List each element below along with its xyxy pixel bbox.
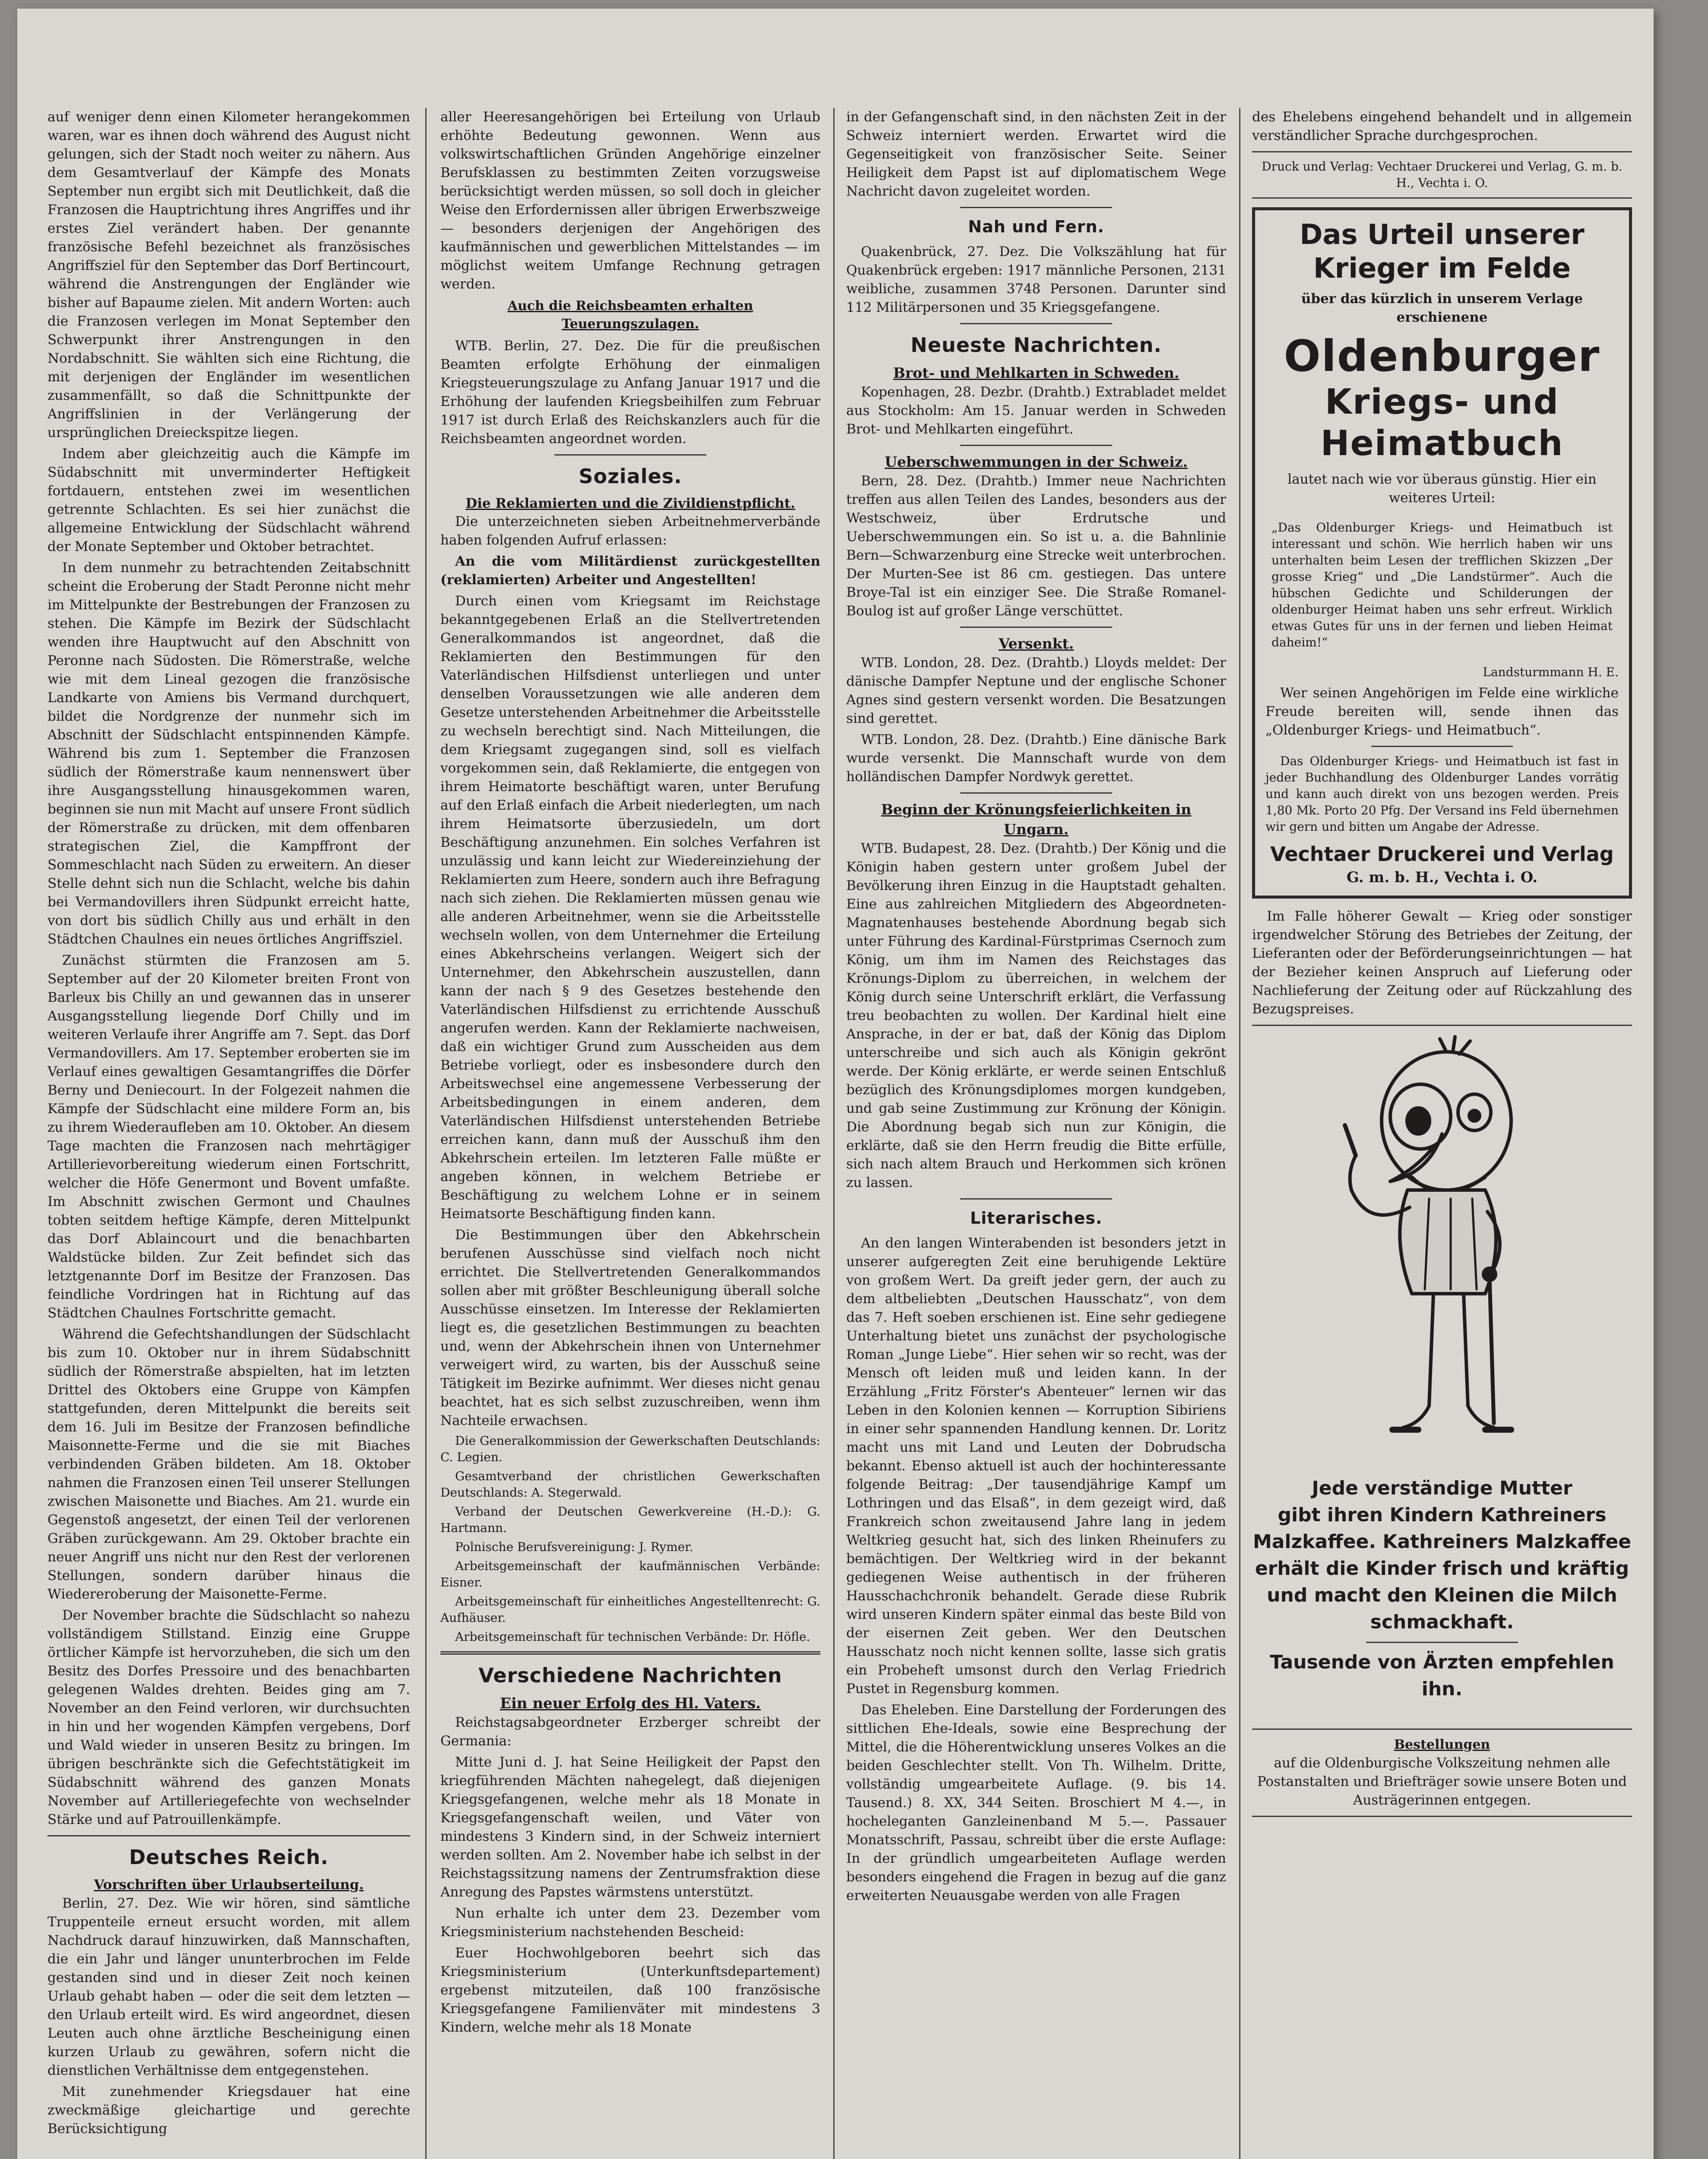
- kathreiner-advertisement: [1252, 1035, 1632, 1703]
- testimonial-quote: „Das Oldenburger Kriegs- und Heimatbuch ist interessant und schön. Wie herrlich haben wir uns unterhalten beim Lesen der trefflichen Skizzen „Der grosse Krieg“ und „Die Landstürmer“. Auch die hübschen Gedichte und Schilderungen der oldenburger Heimat haben uns sehr erfreut. Wirklich etwas Gutes für uns in der fernen und lieben Heimat daheim!“: [1272, 520, 1613, 649]
- section-divider: [1252, 197, 1632, 199]
- article-paragraph: Während die Gefechtshandlungen der Südschlacht bis zum 10. Oktober nur in ihrem Südabschnitt südlich der Römerstraße abspielten, hat im letzten Drittel des Oktobers eine Gruppe von Kämpfen stattgefunden, deren Mittelpunkt die bereits seit dem 16. Juli im Besitze der Franzosen befindliche Maisonnette-Ferme und die sie mit Biaches verbindenden Gräben bildeten. Am 18. Oktober nahmen die Franzosen einen Teil unserer Stellungen zwischen Maisonette und Biaches. Am 21. wurde ein Gegenstoß angesetzt, der einen Teil der verlorenen Gräben zurückgewann. Am 29. Oktober brachte ein neuer Angriff uns nicht nur den Rest der verlorenen Stellungen, sondern darüber hinaus die Wiedereroberung der Maisonette-Ferme.: [47, 1326, 410, 1602]
- section-divider: [960, 207, 1112, 208]
- signatory: Polnische Berufsvereinigung: J. Rymer.: [455, 1540, 693, 1554]
- article-paragraph: Euer Hochwohlgeboren beehrt sich das Kriegsministerium (Unterkunftsdepartement) ergebenst mitzuteilen, daß 100 französische Kriegsgefangene Familienväter mit mindestens 3 Kindern, welche mehr als 18 Monate: [440, 1945, 820, 2035]
- article-paragraph: Bern, 28. Dez. (Drahtb.) Immer neue Nachrichten treffen aus allen Teilen des Landes, besonders aus der Westschweiz, über Erdrutsche und Ueberschwemmungen ein. So ist u. a. die Bahnlinie Bern—Schwarzenburg eine Strecke weit unterbrochen. Der Murten-See ist 86 cm. gestiegen. Das untere Broye-Tal ist ein einziger See. Die Straße Romanel-Boulog ist auf großer Länge verschüttet.: [846, 473, 1226, 619]
- article-paragraph: des Ehelebens eingehend behandelt und in allgemein verständlicher Sprache durchgesprochen.: [1252, 109, 1632, 143]
- article-paragraph: An den langen Winterabenden ist besonders jetzt in unserer aufgeregten Zeit eine beruhigende Lektüre von großem Wert. Da greift jeder gern, der auch zu dem altbeliebten „Deutschen Hausschatz“, von dem das 7. Heft soeben erschienen ist. Eine sehr gediegene Unterhaltung bietet uns zunächst der psychologische Roman „Junge Liebe“. Hier sehen wir so recht, was der Mensch oft leiden muß und leiden kann. In der Erzählung „Fritz Förster's Abenteuer“ lernen wir das Leben in den Kolonien kennen — Korruption Sibiriens in einer sehr spannenden Handlung kennen. Dr. Loritz macht uns mit Land und Leuten der Dobrudscha bekannt. Ebenso aktuell ist auch der hochinteressante folgende Beitrag: „Der tausendjährige Kampf um Lothringen und das Elsaß“, in dem gezeigt wird, daß Frankreich schon zweitausend Jahre lang in jedem Weltkrieg gesucht hat, sich des linken Rheinufers zu bemächtigen. Der Weltkrieg wird in der bekannt gediegenen Weise authentisch in der früheren Hausschachchronik behandelt. Gerade diese Rubrik wird unseren Kindern später einmal das beste Bild von der eisernen Zeit geben. Wer den Deutschen Hausschatz noch nicht kennen sollte, lasse sich gratis ein Probeheft umsonst durch den Verlag Friedrich Pustet in Regensburg kommen.: [846, 1235, 1226, 1697]
- article-paragraph: aller Heeresangehörigen bei Erteilung von Urlaub erhöhte Bedeutung gewonnen. Wenn aus volkswirtschaftlichen Gründen Angehörige einzelner Berufsklassen zu bestimmten Zeiten vorzugsweise berücksichtigt werden müssen, so soll doch in gleicher Weise den Erfordernissen aller übrigen Erwerbszweige — besonders derjenigen der Angehörigen des kaufmännischen und gewerblichen Mittelstandes — im möglichst weitem Umfange Rechnung getragen werden.: [440, 109, 820, 292]
- slogan-tagline: Tausende von Ärzten empfehlen ihn.: [1270, 1651, 1614, 1700]
- article-paragraph: Zunächst stürmten die Franzosen am 5. September auf der 20 Kilometer breiten Front von Barleux bis Chilly an und gewannen das in unserer Ausgangsstellung liegende Dorf Chilly und im weiteren Verlaufe ihrer Angriffe am 7. Sept. das Dorf Vermandovillers. Am 17. September eroberten sie im Verlauf eines gewaltigen Gesamtangriffes die Dörfer Berny und Deniecourt. In der Folgezeit nahmen die Kämpfe der Südschlacht eine mildere Form an, bis zu ihrem Wiederaufleben am 10. Oktober. An diesem Tage machten die Franzosen nach mehrtägiger Artillerievorbereitung wiederum einen Fortschritt, welcher die Höfe Genermont und Bovent umfaßte. Im Abschnitt zwischen Germont und Chaulnes tobten seitdem heftige Kämpfe, deren Mittelpunkt das Dorf Ablaincourt und die benachbarten Waldstücke bilden. Zur Zeit befindet sich das letztgenannte Dorf im Besitze der Franzosen. Das feindliche Vordringen hat in Richtung auf das Städtchen Chaulnes Fortschritte gemacht.: [47, 953, 410, 1321]
- article-paragraph: Die unterzeichneten sieben Arbeitnehmerverbände haben folgenden Aufruf erlassen:: [440, 514, 820, 548]
- column-divider: [1239, 108, 1240, 2159]
- article-paragraph: auf weniger denn einen Kilometer herangekommen waren, war es ihnen doch während des August nicht gelungen, sich der Stadt noch weiter zu nähern. Aus dem Gesamtverlauf der Kämpfe des Monats September nun ergibt sich mit Deutlichkeit, daß die Franzosen die Hauptrichtung ihres Angriffes und ihr erstes Ziel verändert haben. Der genannte französische Befehl bezeichnet als französisches Angriffsziel für den September das Dorf Bertincourt, während die Anstrengungen der Engländer wie bisher auf Bapaume zielen. Mit andern Worten: auch die Franzosen verlegen im Monat September den Schwerpunkt ihrer Anstrengungen in den Nordabschnitt. Sie wählten sich eine Richtung, die mit derjenigen der Engländer im wesentlichen zusammenfällt, so daß die Schnittpunkte der Angriffslinien in der Verlängerung der ursprünglichen Dreieckspitze liegen.: [47, 109, 410, 440]
- article-headline: Brot- und Mehlkarten in Schweden.: [893, 364, 1180, 381]
- subscription-text: auf die Oldenburgische Volkszeitung nehmen alle Postanstalten und Briefträger sowie unsere Boten und Austrägerinnen entgegen.: [1257, 1755, 1627, 1808]
- publisher-address: G. m. b. H., Vechta i. O.: [1346, 869, 1538, 886]
- section-divider: [960, 323, 1112, 324]
- slogan-line: erhält die Kinder frisch und kräftig: [1255, 1558, 1629, 1580]
- article-paragraph: Der November brachte die Südschlacht so nahezu vollständigem Stillstand. Einzig eine Gruppe örtlicher Kämpfe ist hervorzuheben, die sich um den Besitz des Dorfes Pressoire und des benachbarten gelegenen Waldes drehten. Beides ging am 7. November an den Feind verloren, wir durchsuchten in hin und her wogenden Kämpfen vergebens, Dorf und Wald wieder in unseren Besitz zu bringen. Im übrigen beschränkte sich die Gefechtstätigkeit im Südabschnitt während des ganzen Monats November auf Artilleriegefechte von wechselnder Stärke und auf Patrouillenkämpfe.: [47, 1608, 410, 1827]
- signatory: Gesamtverband der christlichen Gewerkschaften Deutschlands: A. Stegerwald.: [440, 1469, 820, 1500]
- slogan-line: und macht den Kleinen die Milch: [1267, 1584, 1617, 1606]
- article-paragraph: Quakenbrück, 27. Dez. Die Volkszählung hat für Quakenbrück ergeben: 1917 männliche Personen, 2131 weibliche, zusammen 3748 Personen. Darunter sind 112 Militärpersonen und 35 Kriegsgefangene.: [846, 244, 1226, 315]
- signatory: Arbeitsgemeinschaft für einheitliches Angestelltenrecht: G. Aufhäuser.: [440, 1594, 820, 1625]
- section-divider: [1252, 1025, 1632, 1026]
- ad-intro: lautet nach wie vor überaus günstig. Hier ein weiteres Urteil:: [1287, 472, 1597, 506]
- book-title-line-1: Oldenburger: [1284, 331, 1600, 381]
- article-paragraph: Nun erhalte ich unter dem 23. Dezember vom Kriegsministerium nachstehenden Bescheid:: [440, 1906, 820, 1940]
- force-majeure-notice: Im Falle höherer Gewalt — Krieg oder sonstiger irgendwelcher Störung des Betriebes der Zeitung, der Lieferanten oder der Beförderungseinrichtungen — hat der Bezieher keinen Anspruch auf Lieferung oder Nachlieferung der Zeitung oder auf Rückzahlung des Bezugspreises.: [1252, 909, 1632, 1017]
- article-paragraph: Kopenhagen, 28. Dezbr. (Drahtb.) Extrabladet meldet aus Stockholm: Am 15. Januar werden in Schweden Brot- und Mehlkarten eingeführt.: [846, 384, 1226, 437]
- article-paragraph: WTB. London, 28. Dez. (Drahtb.) Eine dänische Bark wurde versenkt. Die Mannschaft wurde von dem holländischen Dampfer Nordwyk gerettet.: [846, 732, 1226, 785]
- imprint: Druck und Verlag: Vechtaer Druckerei und Verlag, G. m. b. H., Vechta i. O.: [1262, 159, 1623, 190]
- section-divider: [47, 1835, 410, 1836]
- slogan-line: schmackhaft.: [1370, 1611, 1514, 1633]
- section-heading: Literarisches.: [970, 1209, 1103, 1228]
- newspaper-page: [17, 9, 1654, 2159]
- section-divider: [960, 445, 1112, 446]
- ad-details: Das Oldenburger Kriegs- und Heimatbuch ist fast in jeder Buchhandlung des Oldenburger Landes vorrätig und kann auch direkt von uns bezogen werden. Preis 1,80 Mk. Porto 20 Pfg. Der Versand ins Feld übernehmen wir gern und bitten um Angabe der Adresse.: [1265, 754, 1619, 834]
- article-paragraph: Mitte Juni d. J. hat Seine Heiligkeit der Papst den kriegführenden Mächten nahegelegt, daß diejenigen Kriegsgefangenen, welche mehr als 18 Monate in Kriegsgefangenschaft weilen, und Väter von mindestens 3 Kindern sind, in der Schweiz interniert werden sollten. Am 2. November habe ich selbst in der Reichstagssitzung namens der Zentrumsfraktion diese Anregung des Papstes wärmstens unterstützt.: [440, 1754, 820, 1900]
- section-heading: Deutsches Reich.: [129, 1846, 329, 1869]
- article-headline: Versenkt.: [998, 635, 1074, 652]
- article-headline: Ueberschwemmungen in der Schweiz.: [885, 453, 1188, 470]
- section-heading: Neueste Nachrichten.: [911, 333, 1162, 357]
- section-divider: [1252, 1728, 1632, 1730]
- column-4: [1252, 108, 1632, 2159]
- article-paragraph: Das Eheleben. Eine Darstellung der Forderungen des sittlichen Ehe-Ideals, sowie eine Besprechung der Mittel, die die Höherentwicklung unseres Volkes an die beiden Geschlechter stellt. Von Th. Wilhelm. Dritte, vollständig umgearbeitete Auflage. (9. bis 14. Tausend.) 8. XX, 344 Seiten. Broschiert M 4.—, in hocheleganten Ganzleinenband M 5.—. Passauer Monatsschrift, Passau, schreibt über die erste Auflage: In der gründlich umgearbeiteten Auflage werden besonders eingehend die Fragen in bezug auf die ganz erweiterten Neuausgabe werden von alle Fragen: [846, 1702, 1226, 1903]
- section-divider: [440, 1651, 820, 1655]
- caricature-figure-illustration: [1304, 1035, 1580, 1466]
- section-divider: [1252, 1816, 1632, 1817]
- slogan-line: gibt ihren Kindern Kathreiners: [1278, 1504, 1607, 1526]
- testimonial-signature: Landsturmmann H. E.: [1483, 665, 1619, 679]
- signatory: Arbeitsgemeinschaft der kaufmännischen Verbände: Eisner.: [440, 1559, 820, 1589]
- article-paragraph: Berlin, 27. Dez. Wie wir hören, sind sämtliche Truppenteile erneut ersucht worden, mit allem Nachdruck darauf hinzuwirken, daß Mannschaften, die ein Jahr und länger ununterbrochen im Felde gestanden sind und in dieser Zeit noch keinen Urlaub gehabt haben — oder die seit dem letzten — den Urlaub erteilt wird. Es wird angeordnet, diesen Leuten auch ohne ärztliche Bescheinigung einen kurzen Urlaub zu gewähren, sofern nicht die dienstlichen Verhältnisse dem entgegenstehen.: [47, 1896, 410, 2078]
- column-3: [846, 108, 1226, 2159]
- article-paragraph: An die vom Militärdienst zurückgestellten (reklamierten) Arbeiter und Angestellten!: [440, 554, 820, 588]
- section-divider: [1371, 746, 1512, 747]
- article-headline: Ein neuer Erfolg des Hl. Vaters.: [500, 1695, 761, 1712]
- article-paragraph: Die Bestimmungen über den Abkehrschein berufenen Ausschüsse sind vielfach noch nicht errichtet. Die Stellvertretenden Generalkommandos sollen aber mit größter Beschleunigung überall solche Ausschüsse einsetzen. Im Interesse der Reklamierten liegt es, die gesetzlichen Bestimmungen zu beachten und, wenn der Abkehrschein ihnen von Unternehmer verweigert wird, zu warten, bis der Ausschuß seine Tätigkeit im Bezirke aufnimmt. Wer dieses nicht genau beachtet, hat es sich selbst zuzuschreiben, wenn ihm Nachteile erwachsen.: [440, 1227, 820, 1428]
- article-paragraph: in der Gefangenschaft sind, in den nächsten Zeit in der Schweiz interniert werden. Erwartet wird die Gegenseitigkeit von französischer Seite. Seiner Heiligkeit dem Papst ist auf diplomatischem Wege Nachricht davon zugeleitet worden.: [846, 109, 1226, 199]
- section-heading: Verschiedene Nachrichten: [478, 1664, 782, 1687]
- section-heading: Nah und Fern.: [968, 217, 1104, 236]
- article-headline: Auch die Reichsbeamten erhalten Teuerungszulagen.: [507, 298, 753, 332]
- section-divider: [554, 454, 706, 456]
- signatory: Die Generalkommission der Gewerkschaften Deutschlands: C. Legien.: [440, 1434, 820, 1464]
- section-divider: [1252, 151, 1632, 152]
- section-divider: [1366, 1642, 1518, 1643]
- section-heading: Soziales.: [579, 465, 682, 488]
- column-1: [47, 108, 410, 2159]
- signatory: Arbeitsgemeinschaft für technischen Verbände: Dr. Höfle.: [455, 1630, 810, 1644]
- article-paragraph: In dem nunmehr zu betrachtenden Zeitabschnitt scheint die Eroberung der Stadt Peronne nicht mehr im Mittelpunkte der Bestrebungen der Franzosen zu stehen. Die Kämpfe im Bezirk der Südschlacht wenden ihre Hauptwucht auf den Abschnitt von Peronne nach Südosten. Die Römerstraße, welche wie mit dem Lineal gezogen die französische Landkarte von Amiens bis Vermand durchquert, bildet die Nordgrenze der nunmehr sich im Abschnitt der Südschlacht entspinnenden Kämpfe. Während bis zum 1. September die Franzosen südlich der Römerstraße kaum nennenswert über ihre Ausgangsstellung hinausgekommen waren, beginnen sie nun mit Macht auf unsere Front südlich der Römerstraße zu drücken, mit dem offenbaren strategischen Ziel, die Kampffront der Sommeschlacht nach Süden zu erweitern. An dieser Stelle dehnt sich nun die Schlacht, welche bis dahin bei Vermandovillers ihren Südpunkt erreicht hatte, von dort bis südlich Chilly aus und erhält in den Städtchen Chaulnes ein neues örtliches Angriffsziel.: [47, 560, 410, 947]
- ad-title: Das Urteil unserer Krieger im Felde: [1300, 219, 1585, 285]
- article-paragraph: WTB. Berlin, 27. Dez. Die für die preußischen Beamten erfolgte Erhöhung der einmaligen Kriegsteuerungszulage zu Anfang Januar 1917 und die Erhöhung der laufenden Kriegsbeihilfen zum Februar 1917 ist durch Erlaß des Reichskanzlers auch für die Reichsbeamten angeordnet worden.: [440, 338, 820, 446]
- column-2: [440, 108, 820, 2159]
- article-paragraph: Reichstagsabgeordneter Erzberger schreibt der Germania:: [440, 1715, 820, 1749]
- section-divider: [960, 627, 1112, 628]
- ad-subtitle: über das kürzlich in unserem Verlage erschienene: [1301, 291, 1583, 325]
- column-divider: [833, 108, 835, 2159]
- section-divider: [960, 1198, 1112, 1200]
- book-advertisement: [1252, 207, 1632, 899]
- article-paragraph: WTB. London, 28. Dez. (Drahtb.) Lloyds meldet: Der dänische Dampfer Neptune und der englische Schoner Agnes sind gestern versenkt worden. Die Besatzungen sind gerettet.: [846, 655, 1226, 726]
- section-divider: [960, 792, 1112, 794]
- column-divider: [425, 108, 427, 2159]
- slogan-line: Malzkaffee. Kathreiners Malzkaffee: [1253, 1531, 1632, 1553]
- article-paragraph: Mit zunehmender Kriegsdauer hat eine zweckmäßige gleichartige und gerechte Berücksichtigung: [47, 2084, 410, 2137]
- article-headline: Vorschriften über Urlaubserteilung.: [94, 1877, 364, 1893]
- article-paragraph: Indem aber gleichzeitig auch die Kämpfe im Südabschnitt mit unverminderter Heftigkeit fortdauern, entstehen zwei im wesentlichen getrennte Schlachten. Es sei hier zunächst die allgemeine Entwicklung der Südschlacht während der Monate September und Oktober betrachtet.: [47, 446, 410, 554]
- publisher-name: Vechtaer Druckerei und Verlag: [1270, 842, 1614, 866]
- subscription-heading: Bestellungen: [1394, 1737, 1490, 1752]
- article-paragraph: Durch einen vom Kriegsamt im Reichstage bekanntgegebenen Erlaß an die Stellvertretenden Generalkommandos ist angeordnet, daß die Reklamierten den Bestimmungen für den Vaterländischen Hilfsdienst unterliegen und unter denselben Voraussetzungen wie alle anderen dem Gesetze unterstehenden Arbeitnehmer die Arbeitsstelle zu wechseln berechtigt sind. Nach Mitteilungen, die dem Kriegsamt zugegangen sind, soll es vielfach vorgekommen sein, daß Reklamierte, die entgegen von ihrem Heimatorte beschäftigt waren, unter Berufung auf den Erlaß einfach die Arbeit niederlegten, um nach ihrem Heimatsorte überzusiedeln, um dort Beschäftigung anzunehmen. Ein solches Verfahren ist unzulässig und kann leicht zur Wiedereinziehung der Reklamierten zum Heere, sondern auch ihre Befragung nach sich ziehen. Die Reklamierten müssen genau wie alle anderen Arbeitnehmer, wenn sie die Arbeitsstelle wechseln wollen, von dem Unternehmer die Erteilung eines Abkehrscheins verlangen. Weigert sich der Unternehmer, den Abkehrschein auszustellen, dann kann der nach § 9 des Gesetzes bestehende den Vaterländischen Hilfsdienst zu errichtende Ausschuß angerufen werden. Kann der Reklamierte nachweisen, daß ein wichtiger Grund zum Ausscheiden aus dem Betriebe vorliegt, oder es insbesondere durch den Arbeitswechsel eine angemessene Verbesserung der Arbeitsbedingungen in einem anderen, dem Vaterländischen Hilfsdienst unterstehenden Betriebe erreichen kann, dann muß der Ausschuß ihm den Abkehrschein erteilen. Im letzteren Falle müßte er angeben können, in welchem Betriebe er Beschäftigung zu welchem Lohne er in seinem Heimatsorte Beschäftigung finden kann.: [440, 593, 820, 1222]
- signatory: Verband der Deutschen Gewerkvereine (H.-D.): G. Hartmann.: [440, 1504, 820, 1535]
- article-paragraph: WTB. Budapest, 28. Dez. (Drahtb.) Der König und die Königin haben gestern unter großem Jubel der Bevölkerung ihren Einzug in die Hauptstadt gehalten. Eine aus zahlreichen Mitgliedern des Abgeordneten-Magnatenhauses bestehende Abordnung begab sich unter Führung des Kardinal-Fürstprimas Csernoch zum König, um ihm im Namen des Reichstages das Krönungs-Diplom zu überreichen, in welchem der König durch seine Unterschrift erklärt, die Verfassung treu beobachten zu wollen. Der Kardinal hielt eine Ansprache, in der er bat, daß der König das Diplom unterschreibe und sich auch als Königin gekrönt werde. Der König erklärte, er werde seinen Entschluß bezüglich des Krönungsdiplomes morgen kundgeben, und gab seine Zustimmung zur Krönung der Königin. Die Abordnung begab sich nun zur Königin, die erklärte, daß sie den Herrn freudig die Bitte erfülle, sich nach altem Brauch und Herkommen sich krönen zu lassen.: [846, 841, 1226, 1190]
- article-headline: Beginn der Krönungsfeierlichkeiten in Ungarn.: [881, 801, 1192, 838]
- article-headline: Die Reklamierten und die Zivildienstpflicht.: [465, 496, 795, 511]
- book-title-line-2: Kriegs- und Heimatbuch: [1320, 382, 1564, 463]
- slogan-line: Jede verständige Mutter: [1312, 1477, 1572, 1499]
- ad-appeal: Wer seinen Angehörigen im Felde eine wirkliche Freude bereiten will, sende ihnen das „Oldenburger Kriegs- und Heimatbuch“.: [1265, 685, 1619, 738]
